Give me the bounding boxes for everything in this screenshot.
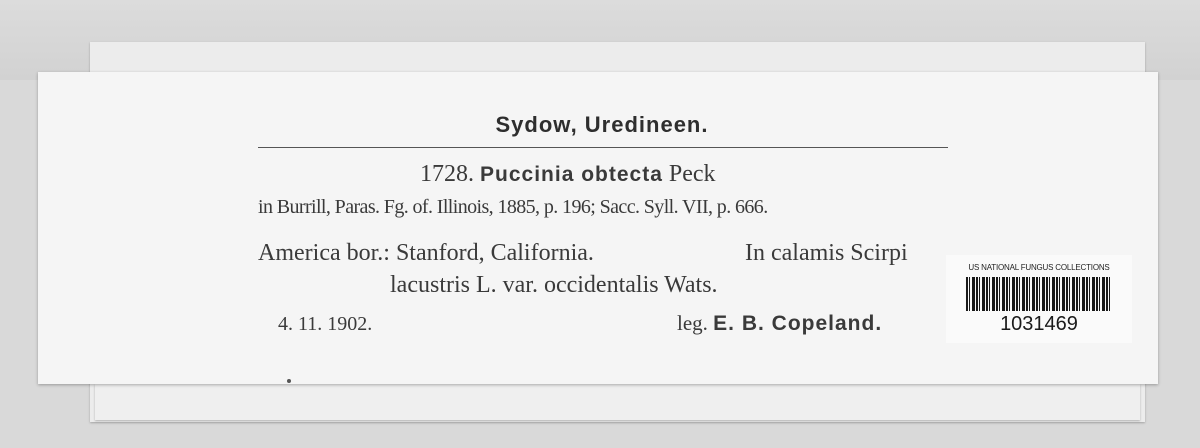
speck: [287, 379, 291, 383]
habitat-line-1: In calamis Scirpi: [745, 240, 908, 266]
label-header: Sydow, Uredineen.: [495, 112, 709, 137]
species-name: Puccinia obtecta: [480, 163, 663, 186]
citation: in Burrill, Paras. Fg. of. Illinois, 1885, p. 196; Sacc. Syll. VII, p. 666.: [258, 196, 768, 218]
barcode-number: 1031469: [1000, 313, 1078, 335]
species-line: [420, 161, 716, 188]
barcode-label: [946, 255, 1132, 343]
collection-date: 4. 11. 1902.: [278, 313, 373, 335]
barcode-icon: [966, 277, 1112, 311]
habitat-line-2: lacustris L. var. occidentalis Wats.: [390, 272, 718, 298]
collector-line: [677, 311, 882, 336]
leg-prefix: leg.: [677, 311, 708, 335]
locality: America bor.: Stanford, California.: [258, 240, 594, 266]
header-rule: [258, 147, 948, 148]
barcode-header: US NATIONAL FUNGUS COLLECTIONS: [968, 263, 1110, 272]
paper-strip: [95, 384, 1140, 420]
collector-name: E. B. Copeland.: [713, 312, 883, 335]
specimen-number: 1728.: [420, 161, 474, 187]
species-author: Peck: [668, 161, 716, 187]
